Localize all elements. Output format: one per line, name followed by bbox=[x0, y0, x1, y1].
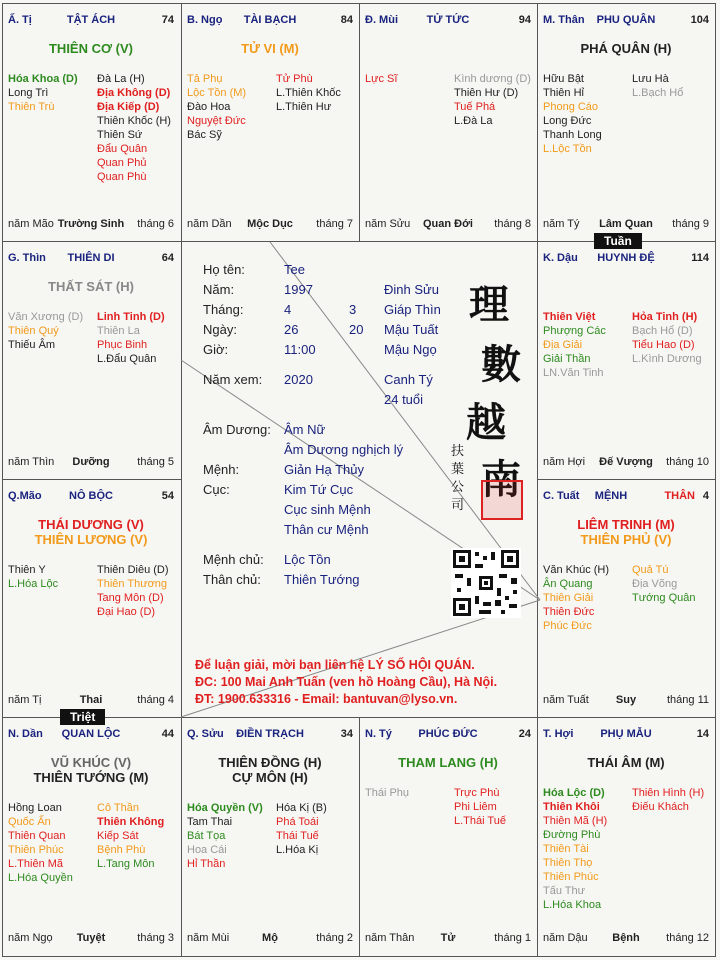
palace-number: 34 bbox=[340, 728, 353, 740]
footer-stage: Mộ bbox=[262, 932, 278, 944]
cuc-note-1: Cục sinh Mệnh bbox=[284, 502, 371, 517]
palace-footer bbox=[543, 218, 709, 232]
footer-month: tháng 7 bbox=[316, 218, 353, 230]
minor-star: Kình dương (D) bbox=[454, 73, 531, 85]
minor-star: Tả Phụ bbox=[187, 73, 223, 85]
palace-cell-ty2[interactable] bbox=[359, 717, 537, 954]
palace-number: 114 bbox=[691, 252, 709, 264]
minor-star: Thiên Khốc (H) bbox=[97, 115, 171, 127]
view-year-value: 2020 bbox=[284, 372, 313, 387]
seal-side-text: 扶 葉 公 司 bbox=[451, 444, 465, 513]
menh-label: Mệnh: bbox=[203, 462, 240, 477]
minor-star: Tiểu Hao (D) bbox=[632, 339, 695, 351]
minor-star: Bệnh Phù bbox=[97, 844, 146, 856]
footer-year: năm Hợi bbox=[543, 456, 586, 468]
day-label: Ngày: bbox=[203, 322, 237, 337]
footer-year: năm Tị bbox=[8, 694, 42, 706]
footer-year: năm Dậu bbox=[543, 932, 588, 944]
palace-cell-suu[interactable] bbox=[181, 717, 359, 954]
tuan-tag: Tuần bbox=[594, 233, 642, 249]
palace-number: 64 bbox=[161, 252, 174, 264]
star-column-right bbox=[276, 801, 327, 857]
minor-star: Thiên Quan bbox=[8, 830, 66, 842]
footer-year: năm Dần bbox=[187, 218, 232, 230]
minor-star: Hồng Loan bbox=[8, 802, 62, 814]
minor-star: Lưu Hà bbox=[632, 73, 669, 85]
star-column-right bbox=[97, 310, 165, 366]
calligraphy-4: 南 bbox=[481, 456, 521, 503]
star-column-left bbox=[543, 72, 602, 156]
star-column-right bbox=[632, 563, 696, 605]
star-column-right bbox=[632, 72, 683, 100]
contact-line-1: Để luận giải, mời bạn liên hệ LÝ SỐ HỘI QUÁN. bbox=[195, 658, 475, 672]
calligraphy-1: 理 bbox=[469, 281, 509, 328]
minor-star: Thiên Đức bbox=[543, 606, 595, 618]
palace-header bbox=[8, 252, 174, 266]
name-label: Họ tên: bbox=[203, 262, 245, 277]
palace-cell-mao[interactable] bbox=[2, 479, 180, 716]
footer-stage: Thai bbox=[79, 694, 103, 706]
month-canchi: Giáp Thìn bbox=[384, 302, 441, 317]
minor-star: Thiên Khôi bbox=[543, 801, 600, 813]
hour-canchi: Mậu Ngọ bbox=[384, 342, 437, 357]
minor-star: Địa Kiếp (D) bbox=[97, 101, 160, 113]
am-duong-value: Âm Nữ bbox=[284, 422, 326, 437]
minor-star: Lực Sĩ bbox=[365, 73, 398, 85]
minor-star: L.Hóa Lộc bbox=[8, 578, 59, 590]
star-column-left bbox=[365, 72, 397, 86]
minor-star: Hóa Lộc (D) bbox=[543, 787, 605, 799]
minor-star: L.Đẩu Quân bbox=[97, 353, 157, 365]
palace-stem: Ấ. Tị bbox=[8, 14, 32, 26]
footer-year: năm Thân bbox=[365, 932, 415, 944]
palace-name: THIÊN DI bbox=[67, 252, 115, 264]
footer-year: năm Mùi bbox=[187, 932, 230, 944]
star-column-right bbox=[97, 72, 171, 184]
menh-chu-value: Lộc Tồn bbox=[284, 552, 331, 567]
minor-star: Thiên Y bbox=[8, 564, 46, 576]
star-column-left bbox=[365, 786, 409, 800]
minor-star: Thiên Thọ bbox=[543, 857, 593, 869]
minor-star: Hóa Kị (B) bbox=[276, 802, 327, 814]
minor-star: Nguyệt Đức bbox=[187, 115, 246, 127]
minor-star: Hữu Bật bbox=[543, 73, 584, 85]
minor-star: Trực Phù bbox=[454, 787, 500, 799]
footer-stage: Quan Đới bbox=[423, 218, 473, 230]
palace-name: HUYNH ĐỆ bbox=[597, 252, 655, 264]
palace-cell-than[interactable] bbox=[537, 3, 715, 240]
minor-star: Giải Thần bbox=[543, 353, 591, 365]
palace-name: PHỤ MẪU bbox=[600, 728, 652, 740]
main-star: VŨ KHÚC (V) bbox=[50, 755, 132, 770]
month-lunar: 3 bbox=[349, 302, 357, 317]
star-column-left bbox=[543, 310, 606, 380]
than-chu-label: Thân chủ: bbox=[203, 572, 261, 587]
main-star: TỬ VI (M) bbox=[241, 41, 299, 56]
palace-name: PHÚC ĐỨC bbox=[418, 728, 478, 740]
palace-name-than: THÂN bbox=[664, 490, 695, 502]
minor-star: L.Lộc Tồn bbox=[543, 143, 592, 155]
triet-tag: Triệt bbox=[60, 709, 105, 725]
minor-star: Phượng Các bbox=[543, 325, 606, 337]
footer-stage: Tử bbox=[440, 932, 456, 944]
minor-star: Bạch Hổ (D) bbox=[632, 325, 693, 337]
minor-star: Linh Tinh (D) bbox=[97, 311, 165, 323]
palace-stem: Q.Mão bbox=[8, 490, 42, 502]
cuc-note-2: Thân cư Mệnh bbox=[284, 522, 369, 537]
palace-number: 54 bbox=[161, 490, 174, 502]
palace-name: NÔ BỘC bbox=[69, 490, 113, 502]
minor-star: Tấu Thư bbox=[543, 885, 586, 897]
star-column-left bbox=[8, 563, 58, 591]
palace-footer bbox=[543, 456, 709, 470]
palace-cell-dau[interactable] bbox=[537, 241, 715, 478]
palace-header bbox=[543, 490, 709, 504]
palace-header bbox=[365, 728, 531, 742]
minor-star: Hóa Quyền (V) bbox=[187, 802, 263, 814]
minor-star: Quốc Ấn bbox=[8, 816, 51, 828]
main-star: THIÊN TƯỚNG (M) bbox=[33, 770, 149, 785]
minor-star: L.Bạch Hổ bbox=[632, 87, 684, 99]
minor-star: Cô Thần bbox=[97, 802, 139, 814]
minor-star: Đường Phù bbox=[543, 829, 601, 841]
footer-stage: Tuyệt bbox=[76, 932, 106, 944]
palace-cell-dan[interactable] bbox=[2, 717, 180, 954]
menh-value: Giản Hạ Thủy bbox=[284, 462, 364, 477]
minor-star: L.Hóa Khoa bbox=[543, 899, 602, 911]
palace-stem: B. Ngọ bbox=[187, 14, 223, 26]
palace-header bbox=[543, 728, 709, 742]
than-chu-value: Thiên Tướng bbox=[284, 572, 360, 587]
minor-star: Địa Võng bbox=[632, 578, 678, 590]
palace-footer bbox=[187, 932, 353, 946]
star-column-left bbox=[543, 563, 609, 633]
footer-stage: Trường Sinh bbox=[57, 218, 125, 230]
footer-stage: Suy bbox=[615, 694, 637, 706]
footer-year: năm Sửu bbox=[365, 218, 411, 230]
palace-cell-tuat[interactable] bbox=[537, 479, 715, 716]
name-value: Tee bbox=[284, 262, 305, 277]
palace-footer bbox=[365, 932, 531, 946]
minor-star: Lộc Tồn (M) bbox=[187, 87, 247, 99]
palace-footer bbox=[543, 694, 709, 708]
footer-stage: Đế Vượng bbox=[599, 456, 653, 468]
footer-year: năm Tý bbox=[543, 218, 580, 230]
calligraphy-2: 數 bbox=[481, 341, 521, 388]
palace-cell-ngo[interactable] bbox=[181, 3, 359, 240]
minor-star: Phá Toái bbox=[276, 816, 319, 828]
minor-star: Thiên Không bbox=[97, 816, 165, 828]
palace-name: TỬ TỨC bbox=[426, 14, 470, 26]
palace-footer bbox=[543, 932, 709, 946]
minor-star: Kiếp Sát bbox=[97, 830, 139, 842]
palace-stem: K. Dậu bbox=[543, 252, 578, 264]
palace-header bbox=[365, 14, 531, 28]
minor-star: Điếu Khách bbox=[632, 801, 689, 813]
minor-star: L.Hóa Quyền bbox=[8, 872, 73, 884]
palace-number: 14 bbox=[696, 728, 709, 740]
hour-label: Giờ: bbox=[203, 342, 229, 357]
minor-star: Phúc Đức bbox=[543, 620, 592, 632]
minor-star: Long Đức bbox=[543, 115, 592, 127]
footer-month: tháng 12 bbox=[666, 932, 709, 944]
palace-name: QUAN LỘC bbox=[61, 728, 121, 740]
footer-year: năm Mão bbox=[8, 218, 54, 230]
minor-star: Thái Tuế bbox=[276, 830, 319, 842]
palace-number: 84 bbox=[340, 14, 353, 26]
cuc-value: Kim Tứ Cục bbox=[284, 482, 354, 497]
am-duong-note: Âm Dương nghịch lý bbox=[284, 442, 404, 457]
year-canchi: Đinh Sửu bbox=[384, 282, 439, 297]
minor-star: Thiên Phúc bbox=[543, 871, 599, 883]
am-duong-label: Âm Dương: bbox=[203, 422, 271, 437]
palace-cell-hoi[interactable] bbox=[537, 717, 715, 954]
star-column-right bbox=[632, 310, 702, 366]
palace-cell-thin[interactable] bbox=[2, 241, 180, 478]
minor-star: Đà La (H) bbox=[97, 73, 145, 85]
day-lunar: 20 bbox=[349, 322, 364, 337]
minor-star: Thiên Sứ bbox=[97, 129, 143, 141]
view-year-label: Năm xem: bbox=[203, 372, 263, 387]
star-column-left bbox=[8, 72, 78, 114]
palace-footer bbox=[8, 218, 174, 232]
star-column-left bbox=[543, 786, 607, 912]
palace-cell-mui[interactable] bbox=[359, 3, 537, 240]
center-panel bbox=[181, 243, 537, 717]
minor-star: Thiên Diêu (D) bbox=[97, 564, 169, 576]
palace-name: TẬT ÁCH bbox=[66, 14, 116, 26]
minor-star: L.Thiên Hư bbox=[276, 101, 332, 113]
minor-star: Ân Quang bbox=[543, 578, 593, 590]
minor-star: Thanh Long bbox=[543, 129, 602, 141]
age-value: 24 tuổi bbox=[384, 392, 424, 407]
footer-month: tháng 8 bbox=[494, 218, 531, 230]
star-column-left bbox=[8, 310, 83, 352]
palace-header bbox=[8, 728, 174, 742]
footer-month: tháng 1 bbox=[494, 932, 531, 944]
month-label: Tháng: bbox=[203, 302, 244, 317]
main-star: THIÊN LƯƠNG (V) bbox=[34, 532, 148, 547]
calligraphy-3: 越 bbox=[466, 399, 506, 446]
minor-star: Thiên Hình (H) bbox=[632, 787, 705, 799]
minor-star: Quan Phù bbox=[97, 171, 147, 183]
minor-star: L.Đà La bbox=[454, 115, 493, 127]
palace-stem: T. Hợi bbox=[543, 728, 574, 740]
minor-star: Thiên Mã (H) bbox=[543, 815, 608, 827]
star-column-right bbox=[276, 72, 341, 114]
menh-chu-label: Mệnh chủ: bbox=[203, 552, 264, 567]
minor-star: Đào Hoa bbox=[187, 101, 231, 113]
palace-stem: Đ. Mùi bbox=[365, 14, 398, 26]
palace-name: TÀI BẠCH bbox=[243, 14, 297, 26]
footer-month: tháng 9 bbox=[672, 218, 709, 230]
palace-header bbox=[543, 14, 709, 28]
minor-star: Thiên Hư (D) bbox=[454, 87, 519, 99]
main-star: THIÊN CƠ (V) bbox=[48, 41, 134, 56]
red-seal bbox=[481, 480, 523, 520]
palace-cell-ty[interactable] bbox=[2, 3, 180, 240]
day-canchi: Mậu Tuất bbox=[384, 322, 439, 337]
footer-month: tháng 11 bbox=[666, 694, 709, 706]
palace-stem: G. Thìn bbox=[8, 252, 46, 264]
year-value: 1997 bbox=[284, 282, 313, 297]
minor-star: Tử Phù bbox=[276, 73, 313, 85]
star-column-left bbox=[8, 801, 73, 885]
minor-star: L.Thiên Mã bbox=[8, 858, 64, 870]
palace-name: MỆNH bbox=[594, 490, 628, 502]
minor-star: Văn Xương (D) bbox=[8, 311, 84, 323]
palace-number: 74 bbox=[161, 14, 174, 26]
main-star: THÁI DƯƠNG (V) bbox=[38, 517, 144, 532]
minor-star: Địa Không (D) bbox=[97, 87, 171, 99]
palace-footer bbox=[8, 932, 174, 946]
palace-header bbox=[8, 490, 174, 504]
main-star: PHÁ QUÂN (H) bbox=[580, 41, 672, 56]
palace-header bbox=[8, 14, 174, 28]
minor-star: LN.Văn Tinh bbox=[543, 367, 604, 379]
main-star: THAM LANG (H) bbox=[398, 755, 498, 770]
minor-star: Đẩu Quân bbox=[97, 143, 148, 155]
footer-month: tháng 4 bbox=[137, 694, 174, 706]
minor-star: Địa Giải bbox=[543, 339, 583, 351]
palace-footer bbox=[8, 456, 174, 470]
minor-star: L.Hóa Kị bbox=[276, 844, 319, 856]
palace-footer bbox=[365, 218, 531, 232]
minor-star: Thiên Thương bbox=[97, 578, 168, 590]
footer-stage: Lâm Quan bbox=[599, 218, 653, 230]
minor-star: Thiên Hỉ bbox=[543, 87, 584, 99]
palace-stem: Q. Sửu bbox=[187, 728, 224, 740]
footer-year: năm Ngọ bbox=[8, 932, 53, 944]
year-label: Năm: bbox=[203, 282, 235, 297]
star-column-left bbox=[187, 72, 246, 142]
minor-star: Bác Sỹ bbox=[187, 129, 222, 141]
star-column-right bbox=[454, 786, 506, 828]
minor-star: L.Tang Môn bbox=[97, 858, 155, 870]
main-star: LIÊM TRINH (M) bbox=[577, 517, 675, 532]
palace-number: 104 bbox=[690, 14, 709, 26]
palace-footer bbox=[187, 218, 353, 232]
contact-line-3: ĐT: 1900.633316 - Email: bantuvan@lyso.vn. bbox=[195, 692, 458, 706]
palace-number: 94 bbox=[518, 14, 531, 26]
palace-number: 4 bbox=[702, 490, 709, 502]
palace-stem: N. Dần bbox=[8, 728, 43, 740]
star-column-right bbox=[97, 801, 164, 871]
cuc-label: Cục: bbox=[203, 482, 230, 497]
minor-star: Hỉ Thần bbox=[187, 858, 226, 870]
minor-star: Thiên La bbox=[97, 325, 140, 337]
contact-line-2: ĐC: 100 Mai Anh Tuấn (ven hồ Hoàng Cầu), Hà Nội. bbox=[195, 675, 498, 689]
minor-star: Thiên Phúc bbox=[8, 844, 64, 856]
minor-star: Quả Tú bbox=[632, 564, 669, 576]
palace-stem: N. Tý bbox=[365, 728, 392, 740]
footer-stage: Bệnh bbox=[612, 932, 640, 944]
footer-stage: Mộc Dục bbox=[247, 218, 293, 230]
palace-stem: M. Thân bbox=[543, 14, 585, 26]
main-star: THIÊN PHỦ (V) bbox=[580, 532, 672, 547]
main-star: THẤT SÁT (H) bbox=[48, 279, 134, 294]
footer-stage: Dưỡng bbox=[72, 456, 110, 468]
palace-number: 44 bbox=[161, 728, 174, 740]
day-value: 26 bbox=[284, 322, 299, 337]
palace-header bbox=[187, 14, 353, 28]
hour-value: 11:00 bbox=[284, 342, 316, 357]
palace-header bbox=[187, 728, 353, 742]
minor-star: L.Thái Tuế bbox=[454, 815, 506, 827]
footer-year: năm Tuất bbox=[543, 694, 589, 706]
footer-month: tháng 6 bbox=[137, 218, 174, 230]
minor-star: Thiên Giải bbox=[543, 592, 594, 604]
minor-star: L.Thiên Khốc bbox=[276, 87, 341, 99]
star-column-right bbox=[454, 72, 531, 128]
main-star: CỰ MÔN (H) bbox=[232, 770, 308, 785]
minor-star: Hoa Cái bbox=[187, 844, 227, 856]
minor-star: Tướng Quân bbox=[632, 592, 696, 604]
minor-star: Đại Hao (D) bbox=[97, 606, 156, 618]
minor-star: Quan Phủ bbox=[97, 157, 147, 169]
star-column-right bbox=[97, 563, 169, 619]
palace-name: ĐIỀN TRẠCH bbox=[236, 728, 304, 740]
minor-star: Hỏa Tinh (H) bbox=[632, 311, 698, 323]
footer-year: năm Thìn bbox=[8, 456, 55, 468]
minor-star: Thiên Trù bbox=[8, 101, 55, 113]
minor-star: Thiên Quý bbox=[8, 325, 59, 337]
minor-star: Phi Liêm bbox=[454, 801, 497, 813]
main-star: THIÊN ĐỒNG (H) bbox=[218, 755, 322, 770]
minor-star: Thiếu Âm bbox=[8, 339, 56, 351]
minor-star: Tang Môn (D) bbox=[97, 592, 164, 604]
minor-star: Phục Binh bbox=[97, 339, 148, 351]
footer-month: tháng 3 bbox=[137, 932, 174, 944]
minor-star: Tam Thai bbox=[187, 816, 233, 828]
minor-star: Long Trì bbox=[8, 87, 49, 99]
minor-star: Bát Tọa bbox=[187, 830, 226, 842]
main-star: THÁI ÂM (M) bbox=[587, 755, 665, 770]
minor-star: Phong Cáo bbox=[543, 101, 599, 113]
palace-footer bbox=[8, 694, 174, 708]
footer-month: tháng 10 bbox=[666, 456, 709, 468]
footer-month: tháng 5 bbox=[137, 456, 174, 468]
star-column-left bbox=[187, 801, 263, 871]
minor-star: Thiên Tài bbox=[543, 843, 589, 855]
month-value: 4 bbox=[284, 302, 292, 317]
minor-star: L.Kình Dương bbox=[632, 353, 702, 365]
minor-star: Tuế Phá bbox=[454, 101, 496, 113]
palace-stem: C. Tuất bbox=[543, 490, 580, 502]
view-year-canchi: Canh Tý bbox=[384, 372, 433, 387]
star-column-right bbox=[632, 786, 704, 814]
palace-name: PHU QUÂN bbox=[596, 14, 656, 26]
palace-header bbox=[543, 252, 709, 266]
minor-star: Hóa Khoa (D) bbox=[8, 73, 78, 85]
qr-code bbox=[451, 548, 521, 618]
footer-month: tháng 2 bbox=[316, 932, 353, 944]
palace-number: 24 bbox=[518, 728, 531, 740]
minor-star: Thái Phụ bbox=[365, 787, 410, 799]
minor-star: Thiên Việt bbox=[543, 311, 596, 323]
minor-star: Văn Khúc (H) bbox=[543, 564, 610, 576]
